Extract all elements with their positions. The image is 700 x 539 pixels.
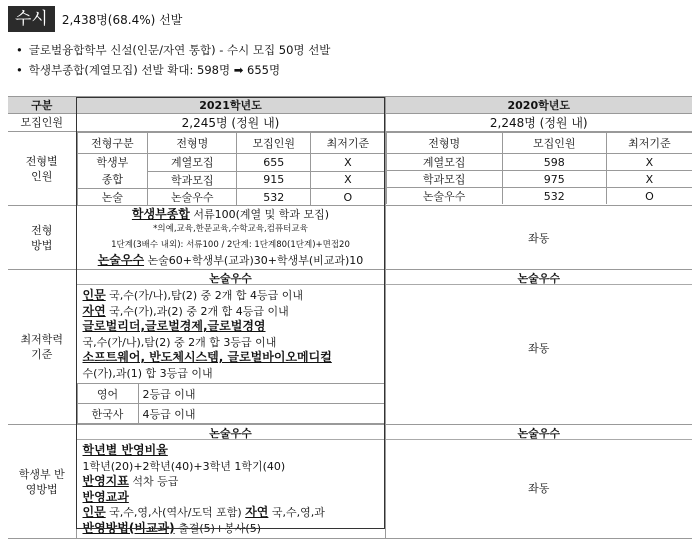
- type-count: 655: [237, 154, 311, 172]
- criteria-label-software: 소프트웨어, 반도체시스템, 글로벌바이오메디컬: [82, 350, 332, 364]
- type-group: 논술: [77, 189, 148, 206]
- type-count: 532: [502, 188, 606, 205]
- criteria-text-science: 국,수(가),과(2) 중 2개 합 4등급 이내: [105, 304, 289, 318]
- type-group-text: 학생부 종합: [96, 156, 129, 186]
- inner-table-2021: [77, 132, 385, 205]
- record-text-science: 국,수,영,과: [268, 506, 325, 519]
- type-min: X: [606, 154, 692, 171]
- history-label: 한국사: [77, 404, 138, 424]
- record-label-text: 학생부 반영방법: [18, 467, 65, 496]
- criteria-label-global: 글로벌리더,글로벌경제,글로벌경영: [82, 319, 266, 333]
- inner-header: 모집인원: [237, 133, 311, 154]
- table-row: [8, 206, 692, 270]
- type-count: 598: [502, 154, 606, 171]
- record-label-extra: 반영방법(비교과): [82, 520, 175, 535]
- row-label-type: [8, 132, 76, 206]
- record-2020-same: 좌동: [528, 481, 550, 495]
- type-count: 532: [237, 189, 311, 206]
- record-essay-header-2020: 논술우수: [386, 425, 693, 440]
- criteria-essay-header: 논술우수: [77, 270, 385, 285]
- record-2020: [385, 425, 692, 539]
- inner-header: 최저기준: [311, 133, 385, 154]
- record-label-index: 반영지표: [82, 474, 129, 488]
- section-header: [8, 6, 182, 32]
- criteria-label-humanities: 인문: [82, 288, 106, 302]
- recruit-2021: 2,245명 (정원 내): [76, 114, 385, 132]
- table-header-row: [8, 97, 692, 114]
- record-essay-header: 논술우수: [77, 425, 385, 440]
- method-2021: [76, 206, 385, 270]
- col-2021: 2021학년도: [76, 97, 385, 114]
- record-label-science: 자연: [245, 505, 269, 519]
- table-row: [8, 132, 692, 206]
- type-label-text: 전형별 인원: [25, 154, 58, 183]
- record-text-index: 석차 등급: [128, 475, 179, 488]
- inner-header: 전형명: [148, 133, 237, 154]
- history-value: 4등급 이내: [138, 404, 385, 424]
- inner-table-2020: [386, 132, 693, 204]
- type-min: O: [311, 189, 385, 206]
- criteria-label-science: 자연: [82, 303, 106, 318]
- criteria-2020: [385, 270, 692, 425]
- method-label-text: 전형 방법: [31, 223, 53, 252]
- row-label-record: [8, 425, 76, 539]
- criteria-2020-same: 좌동: [528, 341, 550, 355]
- row-label-method: [8, 206, 76, 270]
- table-row: [8, 114, 692, 132]
- type-name: 논술우수: [386, 188, 502, 205]
- method-2020: 좌동: [385, 206, 692, 270]
- criteria-label-text: 최저학력 기준: [20, 333, 63, 361]
- bullet-item: • 글로벌융합학부 신설(인문/자연 통합) - 수시 모집 50명 선발: [16, 40, 330, 60]
- type-name: 학과모집: [386, 171, 502, 188]
- type-min: X: [311, 171, 385, 189]
- method-text-1: 서류100(계열 및 학과 모집): [189, 207, 330, 221]
- record-2021: [76, 425, 385, 539]
- inner-header: 전형명: [386, 133, 502, 154]
- type-min: X: [606, 171, 692, 188]
- record-label-humanities: 인문: [82, 505, 106, 519]
- col-2020: 2020학년도: [385, 97, 692, 114]
- criteria-essay-header-2020: 논술우수: [386, 270, 693, 285]
- inner-header: 모집인원: [502, 133, 606, 154]
- section-badge: 수시: [8, 6, 55, 32]
- inner-header: 최저기준: [606, 133, 692, 154]
- type-group: [77, 154, 148, 189]
- criteria-text-global: 국,수(가/나),탐(2) 중 2개 합 3등급 이내: [82, 335, 277, 349]
- type-name: 계열모집: [386, 154, 502, 171]
- row-label-recruit: 모집인원: [8, 114, 76, 132]
- record-label-subjects: 반영교과: [82, 489, 129, 504]
- record-text-ratio: 1학년(20)+2학년(40)+3학년 1학기(40): [82, 459, 286, 473]
- record-label-ratio: 학년별 반영비율: [82, 443, 168, 457]
- criteria-text-humanities: 국,수(가/나),탐(2) 중 2개 합 4등급 이내: [105, 289, 304, 302]
- type-min: X: [311, 154, 385, 172]
- method-stages: 1단계(3배수 내외): 서류100 / 2단계: 1단계80(1단계)+면접20: [111, 239, 350, 250]
- method-label-1: 학생부종합: [131, 206, 190, 221]
- table-row: [8, 270, 692, 425]
- method-note: *의예,교육,한문교육,수학교육,컴퓨터교육: [153, 224, 308, 234]
- type-count: 975: [502, 171, 606, 188]
- type-name: 논술우수: [148, 189, 237, 206]
- type-name: 계열모집: [148, 154, 237, 172]
- english-value: 2등급 이내: [138, 384, 385, 404]
- bullet-item: • 학생부종합(계열모집) 선발 확대: 598명 ➡ 655명: [16, 60, 330, 80]
- col-gubun: 구분: [8, 97, 76, 114]
- criteria-2021: [76, 270, 385, 425]
- record-text-extra: 출결(5)+봉사(5): [174, 521, 262, 535]
- row-label-criteria: [8, 270, 76, 425]
- type-name: 학과모집: [148, 171, 237, 189]
- english-label: 영어: [77, 384, 138, 404]
- inner-header: 전형구분: [77, 133, 148, 154]
- bullet-list: [16, 40, 330, 80]
- recruit-2020: 2,248명 (정원 내): [385, 114, 692, 132]
- admission-table: [8, 96, 692, 539]
- section-subtitle: 2,438명(68.4%) 선발: [61, 12, 183, 27]
- type-min: O: [606, 188, 692, 205]
- type-count: 915: [237, 171, 311, 189]
- table-row: [8, 425, 692, 539]
- criteria-text-software: 수(가),과(1) 합 3등급 이내: [82, 366, 213, 380]
- method-text-2: 논술60+학생부(교과)30+학생부(비교과)10: [144, 254, 364, 267]
- method-label-2: 논술우수: [97, 253, 145, 267]
- record-text-humanities: 국,수,영,사(역사/도덕 포함): [105, 506, 246, 519]
